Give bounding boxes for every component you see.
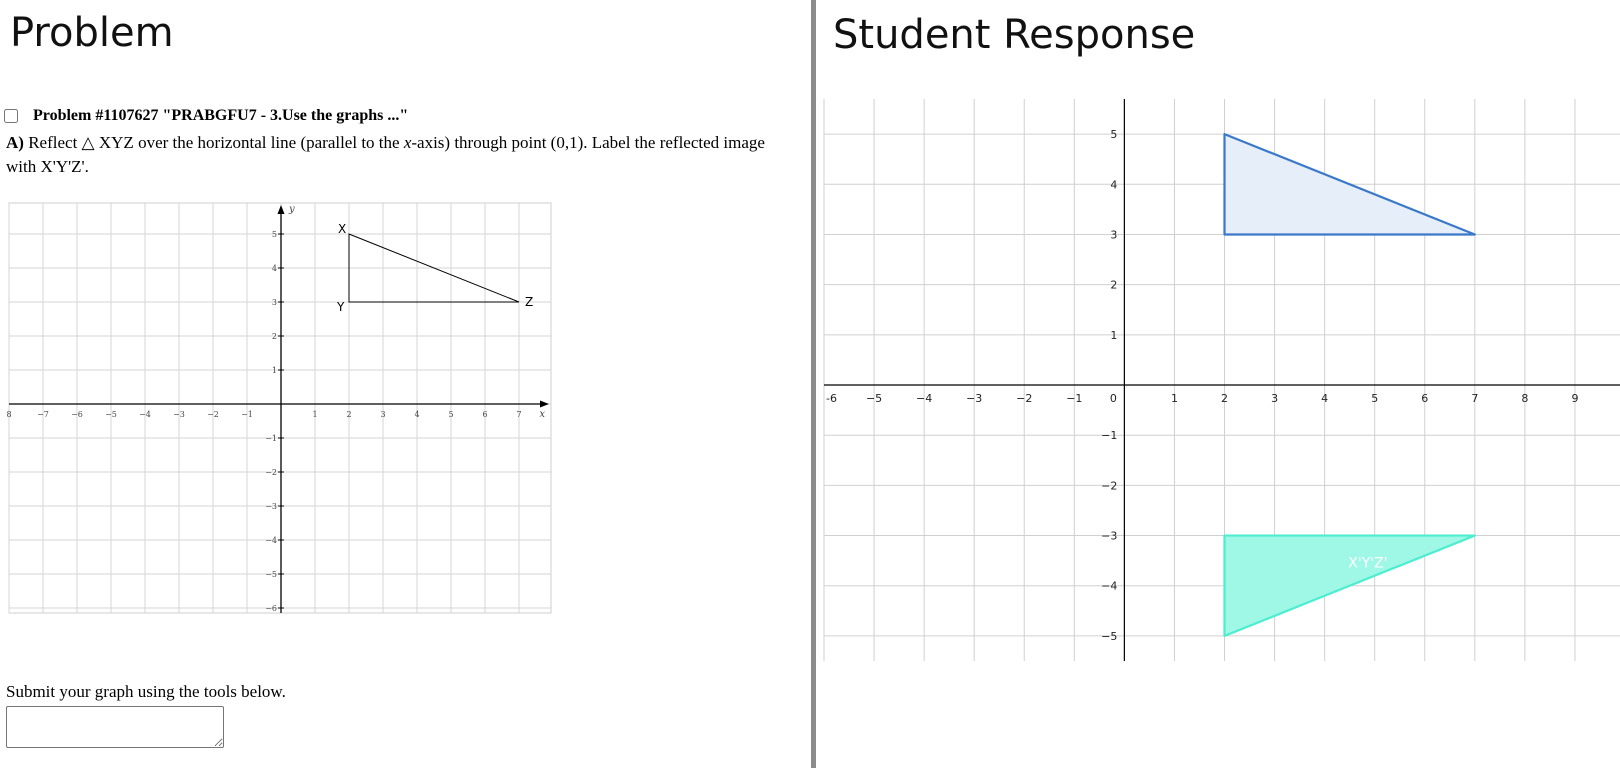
response-x-tick-label: −5	[865, 392, 883, 406]
response-x-tick-label: −1	[1066, 392, 1083, 406]
y-tick-label: −4	[265, 536, 277, 545]
response-x-tick-label: -6	[826, 392, 837, 406]
response-x-tick-label: 2	[1221, 392, 1229, 406]
y-tick-label: 4	[271, 264, 277, 273]
y-tick-label: 1	[271, 366, 277, 375]
problem-header	[4, 107, 408, 125]
response-y-tick-label: 1	[1110, 328, 1118, 342]
problem-checkbox[interactable]	[4, 109, 18, 123]
x-tick-label: −3	[173, 410, 185, 419]
response-x-tick-label: 6	[1421, 392, 1429, 406]
vertex-label-y: Y	[337, 300, 345, 314]
response-y-tick-label: 5	[1110, 128, 1118, 142]
response-x-tick-label: 0	[1109, 392, 1117, 406]
x-tick-label: −5	[105, 410, 117, 419]
vertex-label-z: Z	[525, 295, 534, 309]
response-grid	[824, 99, 1620, 661]
response-y-tick-label: −4	[1101, 579, 1118, 593]
response-x-tick-label: 8	[1521, 392, 1529, 406]
x-tick-label: 1	[312, 410, 318, 419]
x-tick-label: 5	[448, 410, 454, 419]
x-tick-label: 8	[6, 410, 12, 419]
triangle-symbol: △	[81, 133, 95, 152]
vertex-label-x: X	[338, 222, 347, 236]
x-tick-label: −7	[37, 410, 49, 419]
y-tick-label: −6	[265, 604, 277, 613]
problem-graph	[6, 203, 571, 626]
response-y-tick-label: −2	[1101, 479, 1118, 493]
problem-prompt	[6, 131, 786, 179]
response-x-tick-label: 7	[1471, 392, 1479, 406]
y-tick-label: −1	[265, 434, 277, 443]
y-axis-label: y	[289, 204, 295, 215]
response-y-tick-label: −3	[1101, 529, 1118, 543]
x-axis-label: x	[539, 409, 545, 420]
response-y-tick-label: 4	[1110, 178, 1118, 192]
prompt-text-1: Reflect	[28, 133, 78, 152]
response-x-tick-label: −4	[916, 392, 933, 406]
graph-frame	[9, 203, 551, 613]
response-x-tick-label: 1	[1170, 392, 1178, 406]
prompt-text-2: XYZ over the horizontal line (parallel to the	[98, 133, 400, 152]
prompt-text-3: -axis) through point (0,1). Label the reflected image with X'Y'Z'.	[6, 133, 765, 176]
response-x-tick-label: 3	[1271, 392, 1279, 406]
y-tick-label: 2	[271, 332, 277, 341]
response-x-tick-label: −3	[966, 392, 983, 406]
x-tick-label: −2	[207, 410, 219, 419]
x-tick-label: −6	[71, 410, 83, 419]
response-y-tick-label: −1	[1101, 429, 1118, 443]
problem-title: Problem #1107627 "PRABGFU7 - 3.Use the graphs ..."	[33, 107, 409, 124]
response-y-tick-label: 2	[1110, 278, 1118, 292]
response-x-tick-label: 5	[1371, 392, 1379, 406]
response-x-tick-label: 9	[1571, 392, 1579, 406]
response-y-tick-label: 3	[1110, 228, 1118, 242]
x-tick-label: −4	[139, 410, 151, 419]
x-tick-label: −1	[241, 410, 253, 419]
student-response-panel	[816, 0, 1620, 768]
x-tick-label: 7	[516, 410, 522, 419]
y-tick-label: 3	[271, 298, 277, 307]
y-tick-label: 5	[271, 230, 277, 239]
student-response-graph	[824, 99, 1620, 661]
y-tick-label: −5	[265, 570, 277, 579]
answer-textarea[interactable]	[6, 706, 224, 748]
part-label: A)	[6, 133, 24, 152]
x-tick-label: 4	[414, 410, 420, 419]
x-tick-label: 2	[346, 410, 352, 419]
y-tick-label: −3	[265, 502, 277, 511]
response-x-tick-label: −2	[1016, 392, 1033, 406]
reflected-triangle-label: X'Y'Z'	[1348, 555, 1388, 572]
problem-heading: Problem	[10, 10, 174, 56]
x-tick-label: 3	[380, 410, 386, 419]
y-tick-label: −2	[265, 468, 277, 477]
response-x-tick-label: 4	[1321, 392, 1329, 406]
prompt-variable: x	[403, 133, 412, 152]
response-y-tick-label: −5	[1101, 629, 1118, 643]
x-tick-label: 6	[482, 410, 488, 419]
submit-instruction: Submit your graph using the tools below.	[6, 682, 286, 701]
student-response-heading: Student Response	[833, 12, 1196, 58]
